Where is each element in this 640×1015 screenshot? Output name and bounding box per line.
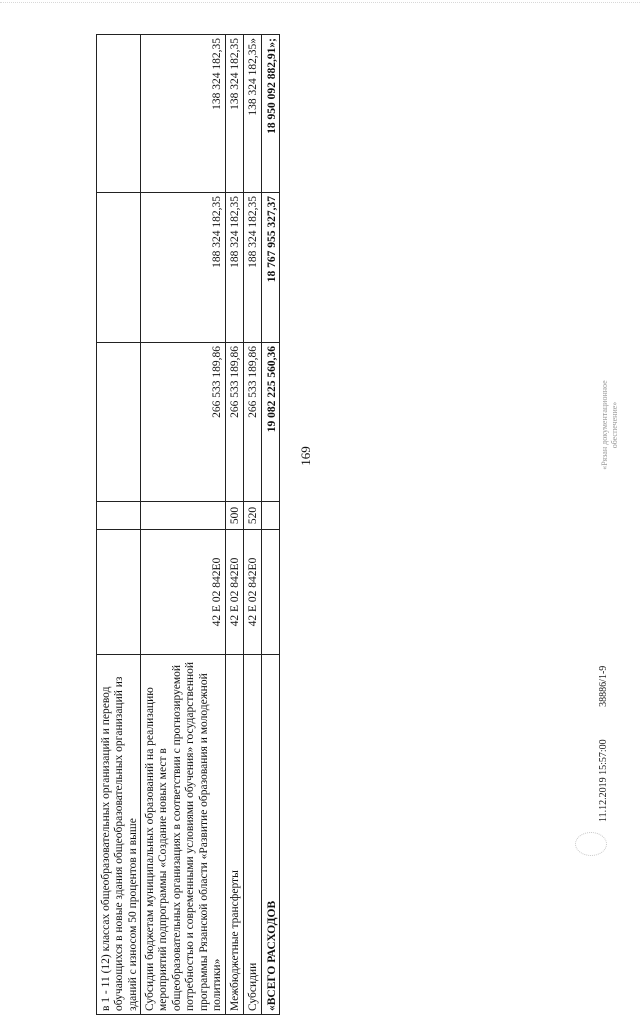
row-name: Субсидии bbox=[243, 655, 261, 1015]
row-amount-2021 bbox=[97, 35, 141, 193]
table-row bbox=[243, 35, 261, 1015]
table-row bbox=[225, 35, 243, 1015]
footer-timestamp: 11.12.2019 15:57:00 bbox=[598, 739, 609, 822]
row-code bbox=[97, 530, 141, 655]
row-amount-2021: 138 324 182,35 bbox=[225, 35, 243, 193]
row-amount-2021: 18 950 092 882,91»; bbox=[261, 35, 279, 193]
scan-edge-line bbox=[0, 2, 640, 3]
stamp-line: «Рязан документационное bbox=[600, 380, 609, 470]
row-amount-2019: 266 533 189,86 bbox=[225, 343, 243, 502]
row-expense-type bbox=[141, 502, 225, 530]
budget-table bbox=[96, 34, 280, 1015]
row-expense-type: 520 bbox=[243, 502, 261, 530]
row-name: «ВСЕГО РАСХОДОВ bbox=[261, 655, 279, 1015]
row-name: Субсидии бюджетам муниципальных образований на реализацию мероприятий подпрограммы «Создание новых мест в общеобразовательных организациях в соответствии с прогнозируемой потребностью и современными условиями обучения» государственной программы Рязанской области «Развитие образования и молодежной политики» bbox=[141, 655, 225, 1015]
stamp-line: обеспечение» bbox=[610, 401, 619, 449]
row-amount-2020 bbox=[97, 193, 141, 343]
row-code: 42 Е 02 842Е0 bbox=[141, 530, 225, 655]
row-name: Межбюджетные трансферты bbox=[225, 655, 243, 1015]
row-expense-type bbox=[261, 502, 279, 530]
row-amount-2020: 188 324 182,35 bbox=[141, 193, 225, 343]
row-amount-2020: 18 767 955 327,37 bbox=[261, 193, 279, 343]
row-amount-2020: 188 324 182,35 bbox=[243, 193, 261, 343]
seal-mark bbox=[575, 832, 607, 856]
table-row bbox=[97, 35, 141, 1015]
row-code bbox=[261, 530, 279, 655]
page-number: 169 bbox=[298, 446, 313, 466]
row-amount-2019: 266 533 189,86 bbox=[141, 343, 225, 502]
row-amount-2021: 138 324 182,35» bbox=[243, 35, 261, 193]
document-footer bbox=[598, 342, 612, 822]
row-code: 42 Е 02 842Е0 bbox=[243, 530, 261, 655]
budget-table-container bbox=[96, 35, 280, 1015]
row-amount-2019: 19 082 225 560,36 bbox=[261, 343, 279, 502]
row-amount-2021: 138 324 182,35 bbox=[141, 35, 225, 193]
row-amount-2019: 266 533 189,86 bbox=[243, 343, 261, 502]
row-amount-2019 bbox=[97, 343, 141, 502]
row-code: 42 Е 02 842Е0 bbox=[225, 530, 243, 655]
row-expense-type: 500 bbox=[225, 502, 243, 530]
table-row bbox=[141, 35, 225, 1015]
footer-doc-id: 38886/1-9 bbox=[598, 665, 609, 707]
row-expense-type bbox=[97, 502, 141, 530]
row-name: в 1 - 11 (12) классах общеобразовательных организаций и перевод обучающихся в новые здания общеобразовательных организаций из зданий с износом 50 процентов и выше bbox=[97, 655, 141, 1015]
table-row-total bbox=[261, 35, 279, 1015]
row-amount-2020: 188 324 182,35 bbox=[225, 193, 243, 343]
